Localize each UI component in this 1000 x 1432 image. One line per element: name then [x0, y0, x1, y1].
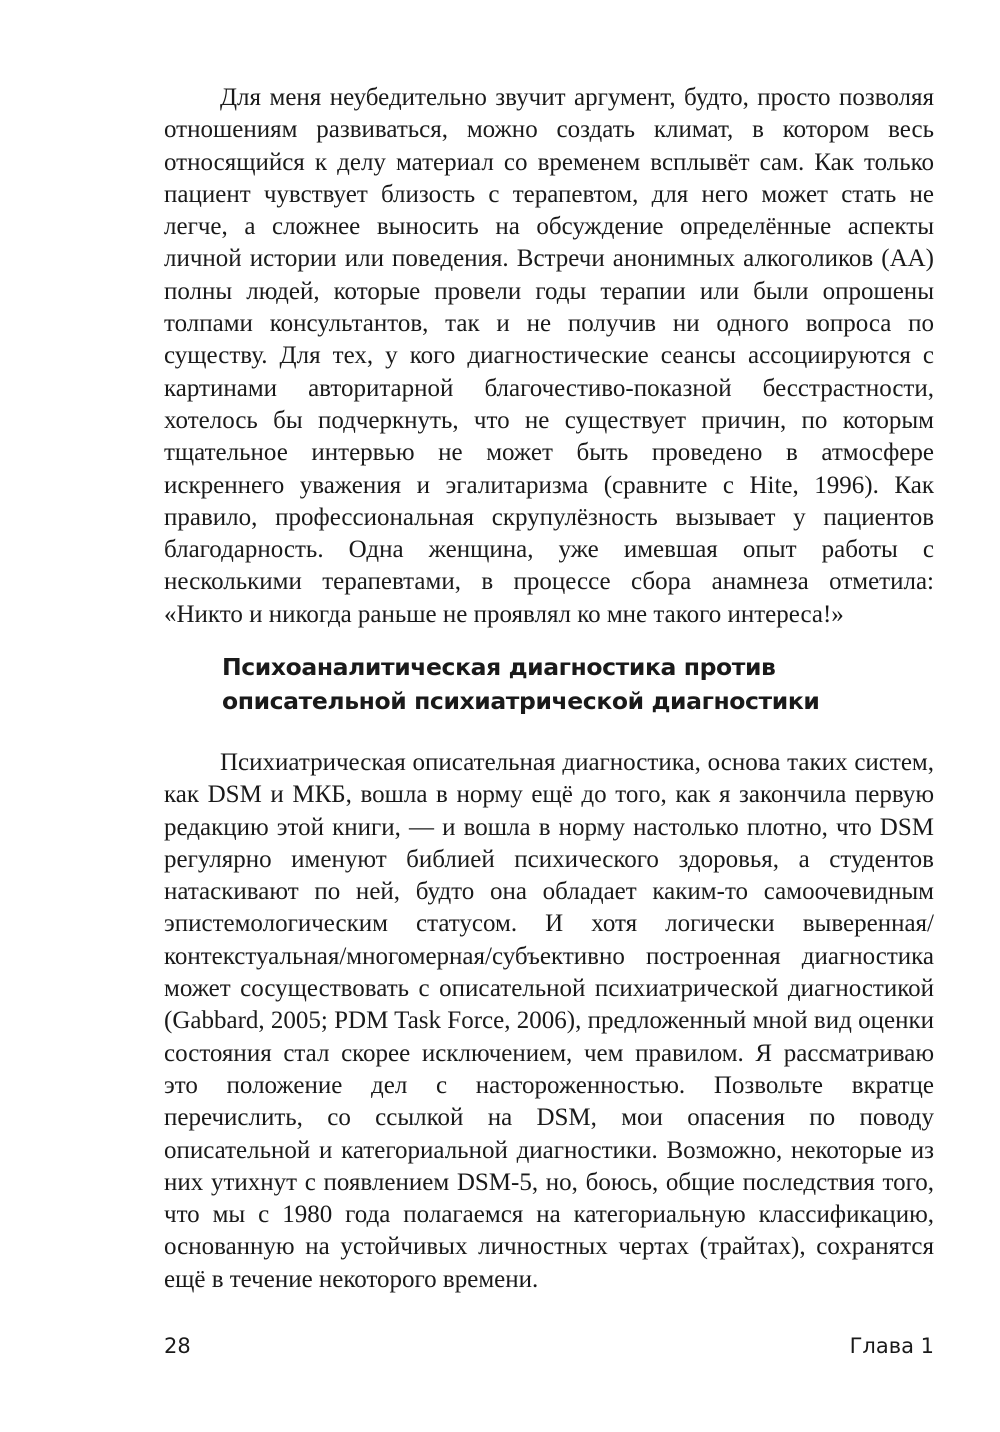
body-paragraph-2 [164, 747, 934, 1296]
paragraph-text: Психиатрическая описательная диагностика, основа таких систем, как DSM и МКБ, вошла в норму ещё до того, как я закончила первую редакцию этой книги, — и вошла в норму настолько плотно, что DSM регулярно именуют библией психического здоровья, а студентов натаскивают по ней, будто она обладает каким-то самоочевидным эпистемологическим статусом. И хотя логически выверенная/контекстуальная/многомерная/субъективно построенная диагностика может сосуществовать с описательной психиатрической диагностикой (Gabbard, 2005; PDM Task Force, 2006), предложенный мной вид оценки состояния стал скорее исключением, чем правилом. Я рассматриваю это положение дел с настороженностью. Позвольте вкратце перечислить, со ссылкой на DSM, мои опасения по поводу описательной и категориальной диагностики. Возможно, некоторые из них утихнут с появлением DSM-5, но, боюсь, общие последствия того, что мы с 1980 года полагаемся на категориальную классификацию, основанную на устойчивых личностных чертах (трайтах), сохранятся ещё в течение некоторого времени. [164, 749, 934, 1293]
chapter-label: Глава 1 [849, 1334, 934, 1358]
page-number: 28 [164, 1334, 191, 1358]
section-heading-line-2: описательной психиатрической диагностики [222, 687, 820, 715]
section-heading [222, 650, 934, 718]
section-heading-line-1: Психоаналитическая диагностика против [222, 653, 776, 681]
body-paragraph-1 [164, 82, 934, 631]
paragraph-text: Для меня неубедительно звучит аргумент, будто, просто позволяя отношениям развиваться, можно создать климат, в котором весь относящийся к делу материал со временем всплывёт сам. Как только пациент чувствует близость с терапевтом, для него может стать не легче, а сложнее выносить на обсуждение определённые аспекты личной истории или поведения. Встречи анонимных алкоголиков (АА) полны людей, которые провели годы терапии или были опрошены толпами консультантов, так и не получив ни одного вопроса по существу. Для тех, у кого диагностические сеансы ассоциируются с картинами авторитарной благочестиво-показной бесстрастности, хотелось бы подчеркнуть, что не существует причин, по которым тщательное интервью не может быть проведено в атмосфере искреннего уважения и эгалитаризма (сравните с Hite, 1996). Как правило, профессиональная скрупулёзность вызывает у пациентов благодарность. Одна женщина, уже имевшая опыт работы с несколькими терапевтами, в процессе сбора анамнеза отметила: «Никто и никогда раньше не проявлял ко мне такого интереса!» [164, 84, 934, 628]
